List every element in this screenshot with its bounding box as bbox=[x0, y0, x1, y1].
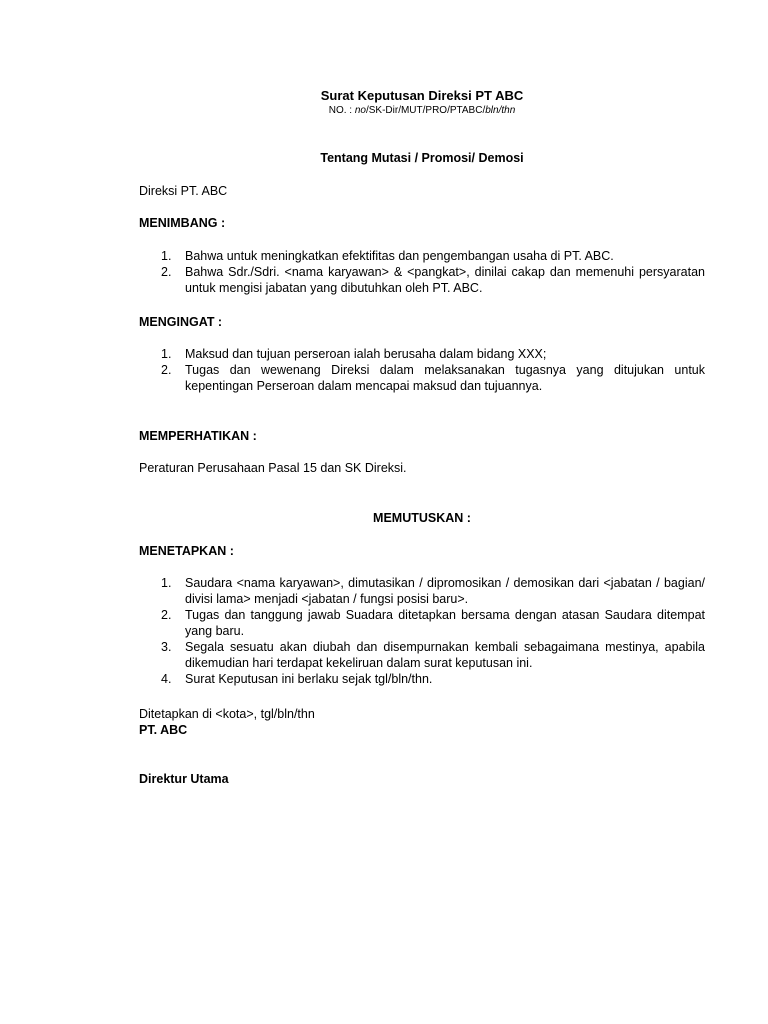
list-item bbox=[139, 575, 705, 607]
memutuskan-heading: MEMUTUSKAN : bbox=[373, 511, 471, 525]
list-item bbox=[139, 346, 705, 362]
item-text: Tugas dan tanggung jawab Suadara ditetapkan bersama dengan atasan Saudara ditempat yang baru. bbox=[185, 608, 705, 638]
document-subject: Tentang Mutasi / Promosi/ Demosi bbox=[320, 151, 524, 165]
menetapkan-heading: MENETAPKAN : bbox=[139, 544, 234, 558]
mengingat-list bbox=[139, 346, 705, 394]
number-italic-date: bln/thn bbox=[485, 105, 516, 116]
list-item bbox=[139, 248, 705, 264]
memperhatikan-text: Peraturan Perusahaan Pasal 15 dan SK Direksi. bbox=[139, 461, 407, 475]
item-text: Surat Keputusan ini berlaku sejak tgl/bln/thn. bbox=[185, 672, 433, 686]
document-number bbox=[139, 104, 705, 117]
list-item bbox=[139, 671, 705, 687]
mengingat-heading: MENGINGAT : bbox=[139, 315, 223, 329]
place-date: Ditetapkan di <kota>, tgl/bln/thn bbox=[139, 707, 315, 721]
list-item bbox=[139, 362, 705, 394]
list-item bbox=[139, 264, 705, 296]
document-page bbox=[139, 0, 705, 1024]
item-number: 2. bbox=[161, 363, 172, 377]
menetapkan-list bbox=[139, 575, 705, 687]
document-title: Surat Keputusan Direksi PT ABC bbox=[320, 88, 524, 103]
item-number: 2. bbox=[161, 265, 172, 279]
item-text: Saudara <nama karyawan>, dimutasikan / dipromosikan / demosikan dari <jabatan / bagian/ divisi lama> menjadi <jabatan / fungsi posisi baru>. bbox=[185, 576, 705, 606]
list-item bbox=[139, 639, 705, 671]
signatory-title: Direktur Utama bbox=[139, 772, 229, 786]
item-text: Bahwa untuk meningkatkan efektifitas dan pengembangan usaha di PT. ABC. bbox=[185, 249, 614, 263]
item-number: 3. bbox=[161, 640, 172, 654]
item-number: 1. bbox=[161, 249, 172, 263]
item-number: 4. bbox=[161, 672, 172, 686]
list-item bbox=[139, 607, 705, 639]
item-number: 2. bbox=[161, 608, 172, 622]
number-code: /SK-Dir/MUT/PRO/PTABC/ bbox=[365, 105, 486, 116]
item-text: Bahwa Sdr./Sdri. <nama karyawan> & <pangkat>, dinilai cakap dan memenuhi persyaratan untuk mengisi jabatan yang dibutuhkan oleh PT. ABC. bbox=[185, 265, 705, 295]
menimbang-heading: MENIMBANG : bbox=[139, 216, 226, 230]
item-number: 1. bbox=[161, 347, 172, 361]
item-number: 1. bbox=[161, 576, 172, 590]
number-italic-no: no bbox=[354, 105, 366, 116]
item-text: Maksud dan tujuan perseroan ialah berusaha dalam bidang XXX; bbox=[185, 347, 547, 361]
item-text: Tugas dan wewenang Direksi dalam melaksanakan tugasnya yang ditujukan untuk kepentingan Perseroan dalam mencapai maksud dan tujuannya. bbox=[185, 363, 705, 393]
company-name: PT. ABC bbox=[139, 723, 188, 737]
menimbang-list bbox=[139, 248, 705, 296]
issuer: Direksi PT. ABC bbox=[139, 184, 228, 198]
memperhatikan-heading: MEMPERHATIKAN : bbox=[139, 429, 257, 443]
number-prefix: NO. : bbox=[328, 105, 355, 116]
item-text: Segala sesuatu akan diubah dan disempurnakan kembali sebagaimana mestinya, apabila dikemudian hari terdapat kekeliruan dalam surat keputusan ini. bbox=[185, 640, 705, 670]
